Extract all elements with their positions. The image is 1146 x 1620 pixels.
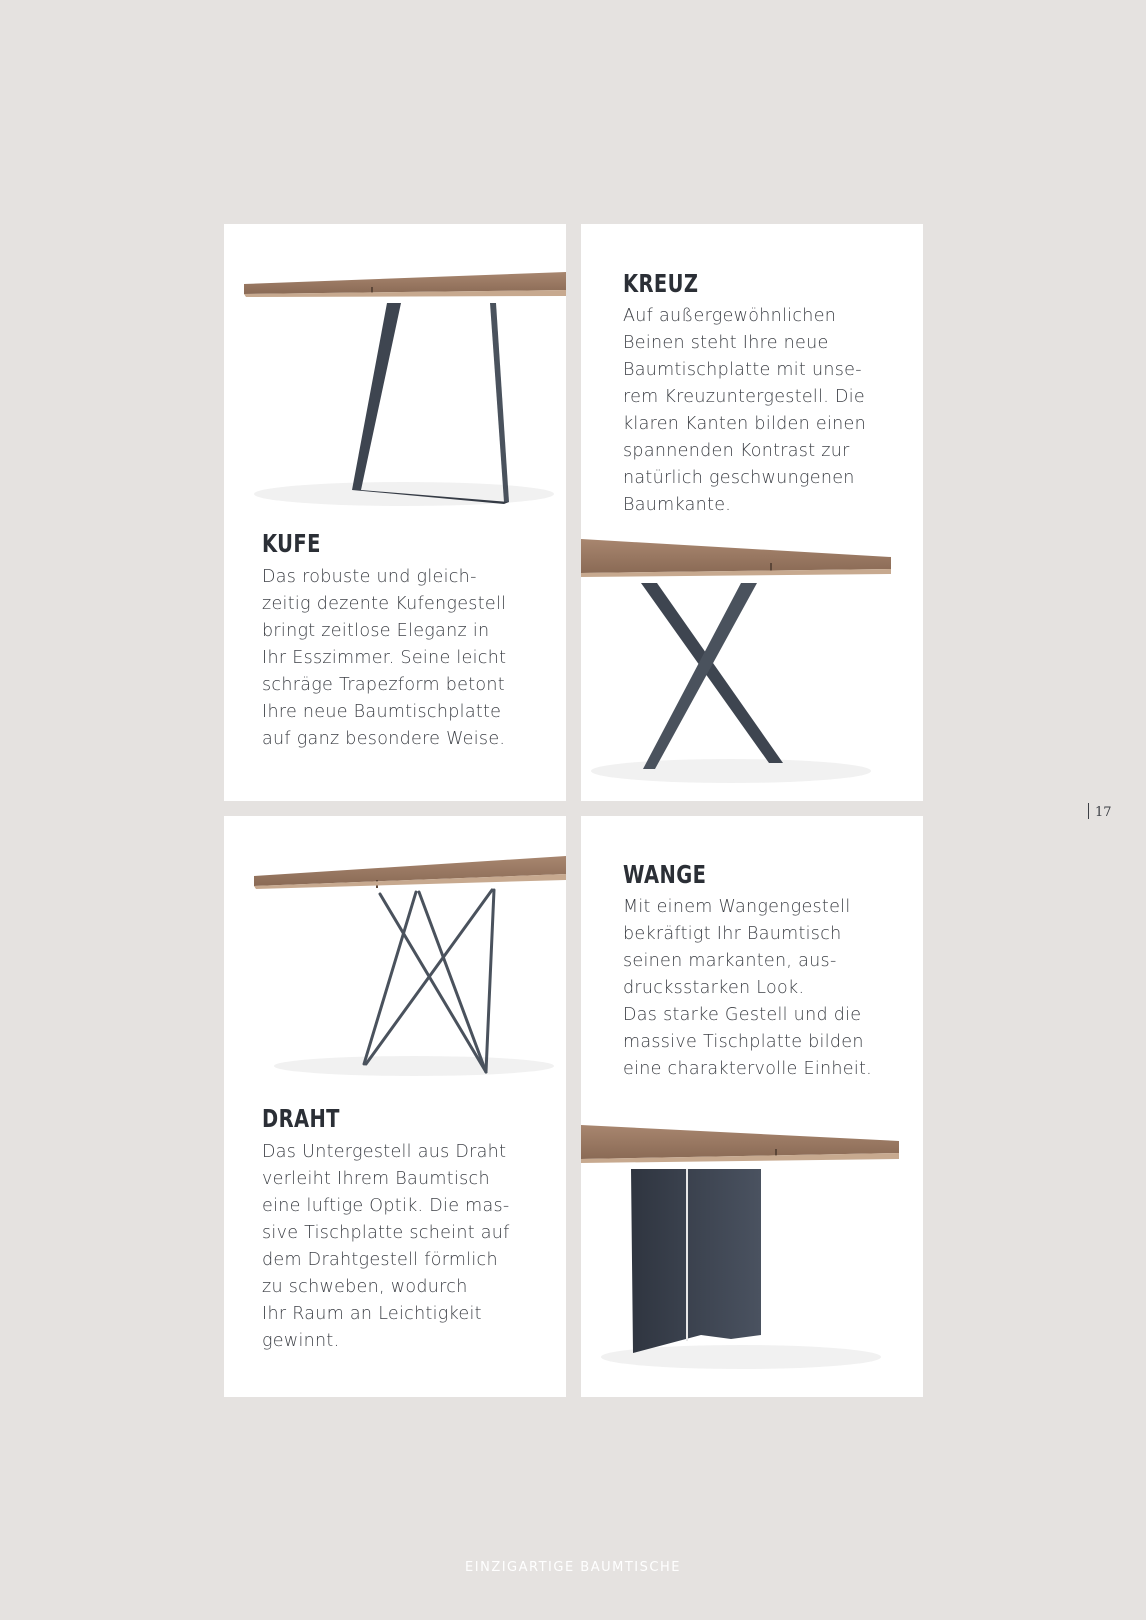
table-draht-illustration	[224, 816, 566, 1086]
card-kufe	[224, 224, 566, 801]
page-number	[1088, 803, 1112, 820]
draht-title: DRAHT	[262, 1104, 340, 1133]
footer-title: EINZIGARTIGE BAUMTISCHE	[465, 1560, 681, 1575]
card-draht	[224, 816, 566, 1397]
draht-description: Das Untergestell aus Draht verleiht Ihrem Baumtisch eine luftige Optik. Die mas- sive Tischplatte scheint auf dem Drahtgestell förmlich zu schweben, wodurch Ihr Raum an Leichtigkeit gewinnt.	[262, 1142, 510, 1351]
kufe-title: KUFE	[262, 529, 321, 558]
wange-description: Mit einem Wangengestell bekräftigt Ihr Baumtisch seinen markanten, aus- drucksstarken Look. Das starke Gestell und die massive Tischplatte bilden eine charaktervolle Einheit.	[623, 897, 873, 1079]
page-number-divider	[1088, 803, 1089, 819]
kufe-description: Das robuste und gleich- zeitig dezente Kufengestell bringt zeitlose Eleganz in Ihr Esszimmer. Seine leicht schräge Trapezform betont Ihre neue Baumtischplatte auf ganz besondere Weise.	[262, 567, 507, 749]
table-wange-illustration	[581, 1117, 923, 1397]
table-kreuz-illustration	[581, 531, 923, 801]
kreuz-title: KREUZ	[623, 269, 699, 298]
page-number-value: 17	[1095, 805, 1112, 820]
card-kreuz	[581, 224, 923, 801]
kreuz-description: Auf außergewöhnlichen Beinen steht Ihre neue Baumtischplatte mit unse- rem Kreuzuntergestell. Die klaren Kanten bilden einen spannenden Kontrast zur natürlich geschwungenen Baumkante.	[623, 306, 866, 515]
wange-title: WANGE	[623, 860, 707, 889]
card-wange	[581, 816, 923, 1397]
table-kufe-illustration	[224, 224, 566, 524]
